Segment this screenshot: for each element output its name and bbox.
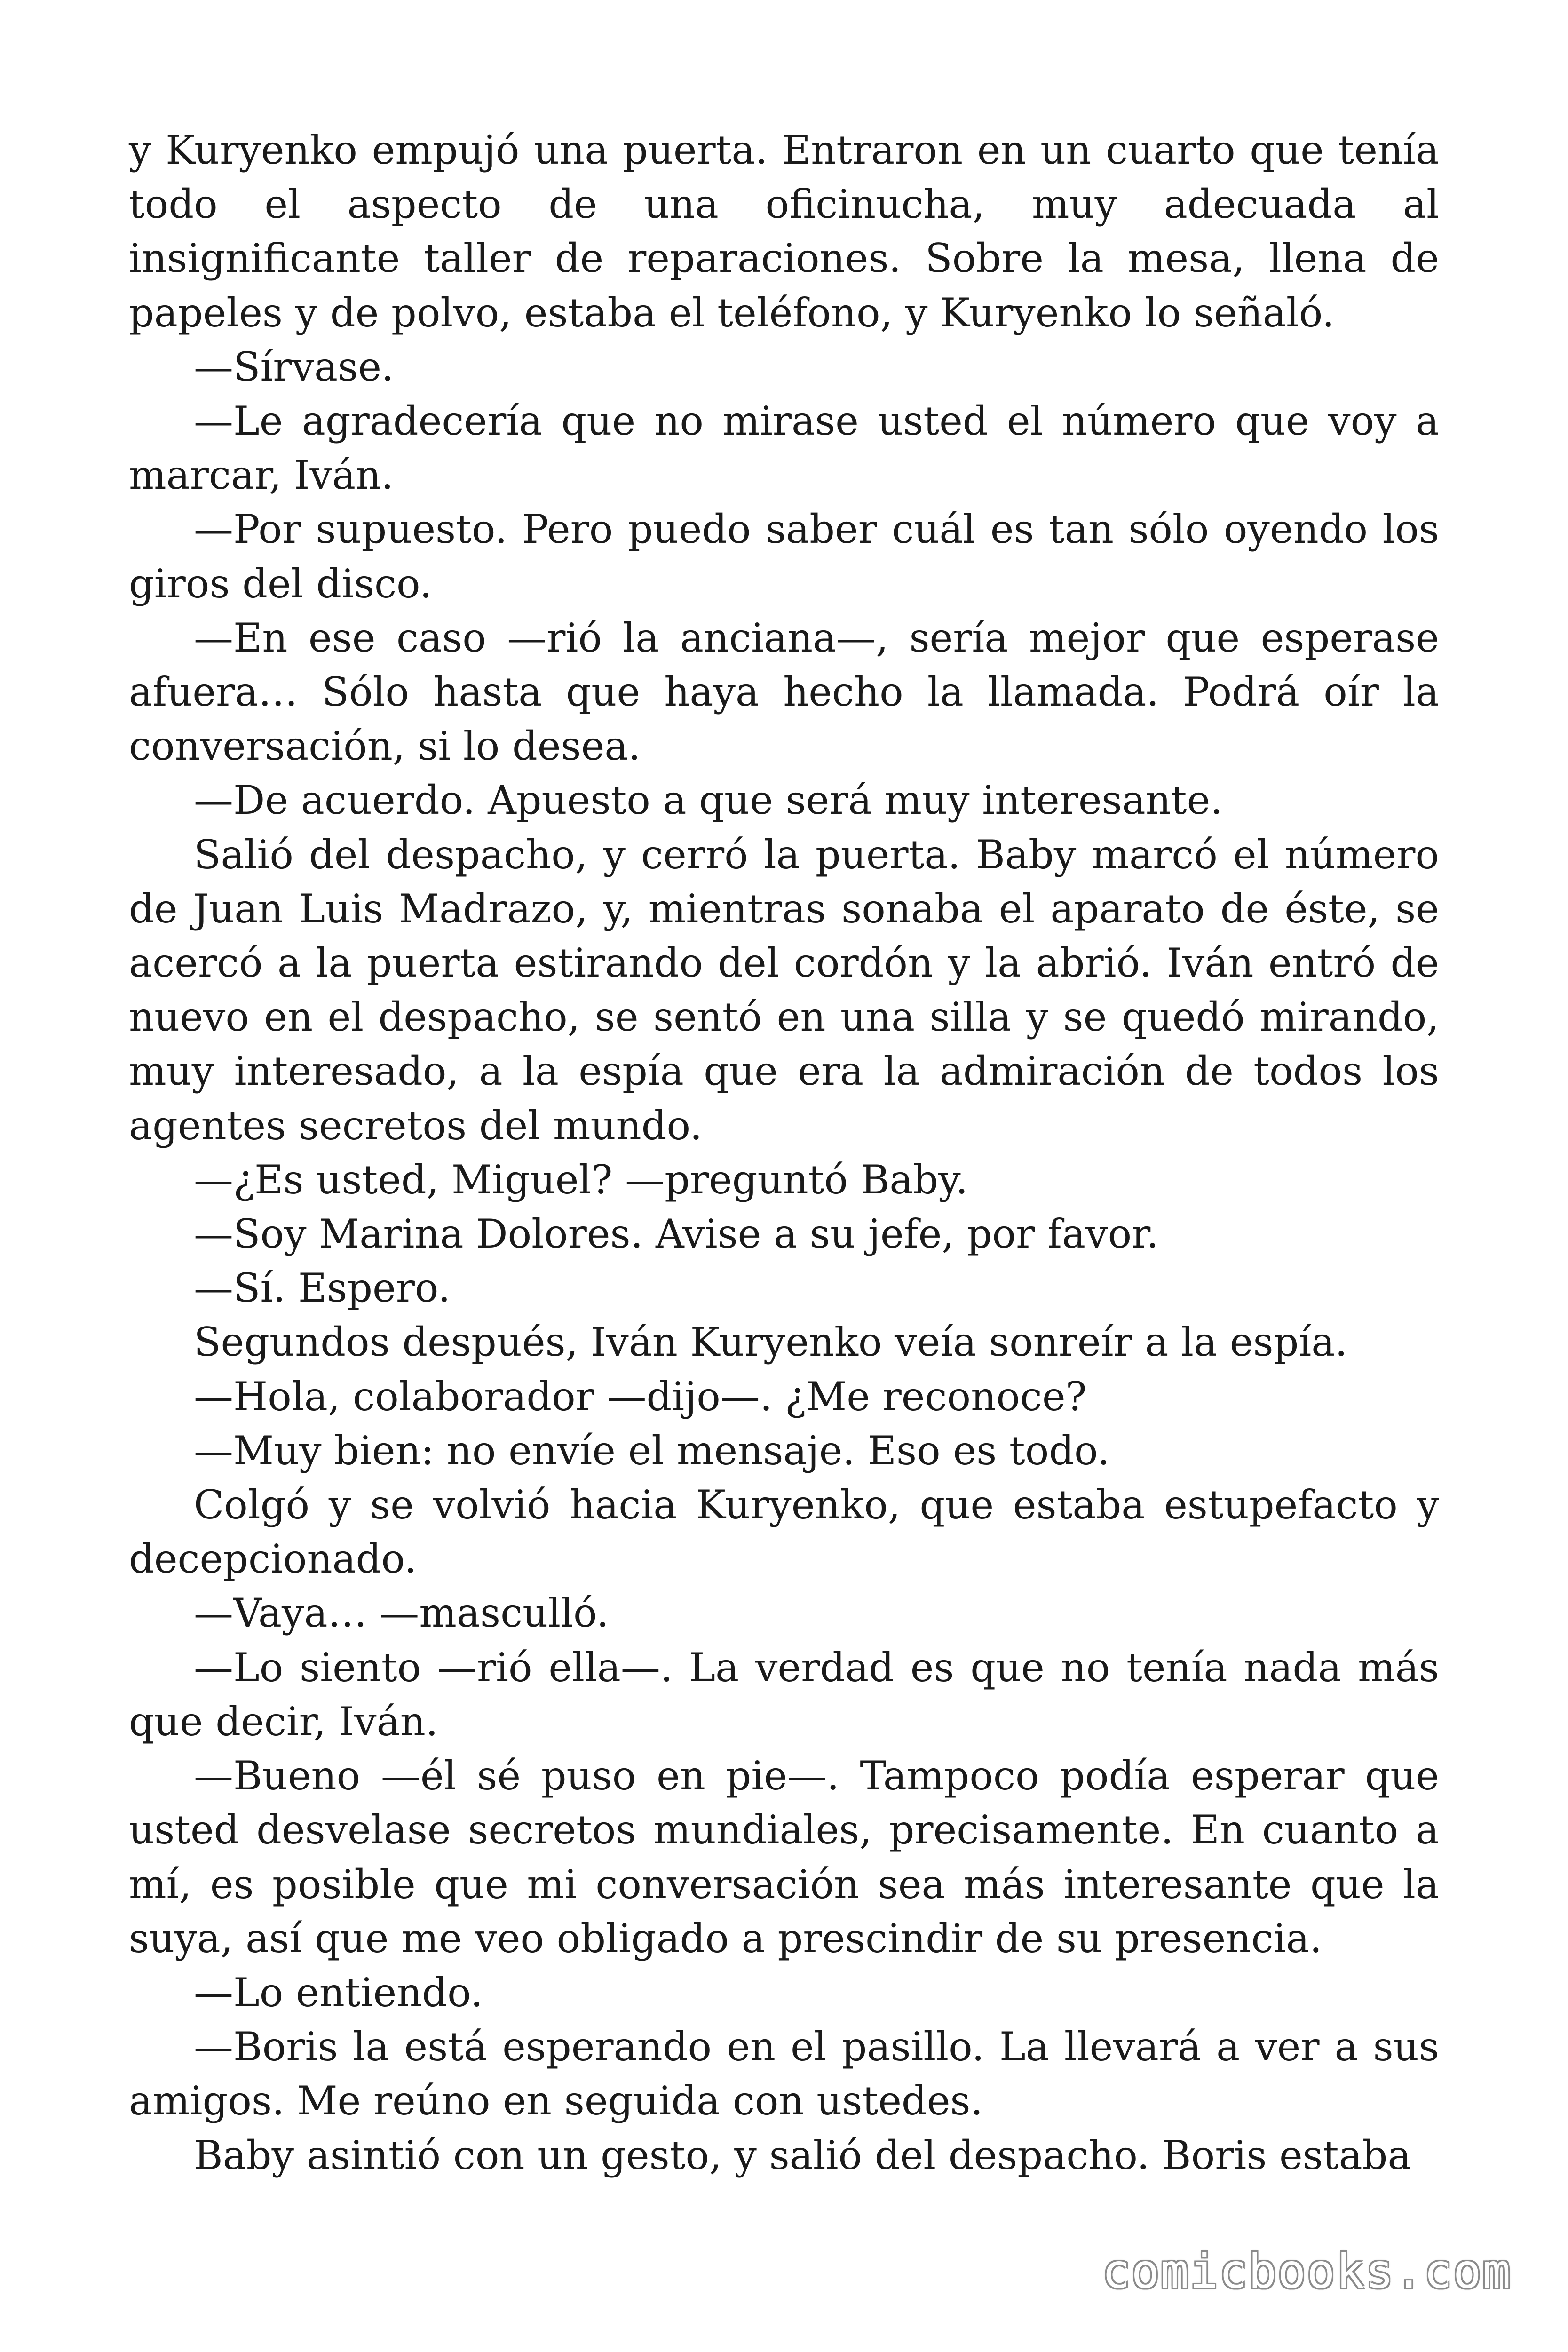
- paragraph-2: —Sírvase.: [194, 343, 394, 390]
- paragraph-3: —Le agradecería que no mirase usted el número que voy a marcar, Iván.: [129, 398, 1439, 499]
- paragraph-12: —Hola, colaborador —dijo—. ¿Me reconoce?: [194, 1373, 1087, 1420]
- paragraph-16: —Lo siento —rió ella—. La verdad es que no tenía nada más que decir, Iván.: [129, 1644, 1439, 1745]
- page-text: [129, 123, 1439, 2183]
- paragraph-17: —Bueno —él sé puso en pie—. Tampoco podía esperar que usted desvelase secretos mundiales, precisamente. En cuanto a mí, es posible que mi conversación sea más interesante que la suya, así que me veo obligado a prescindir de su presencia.: [129, 1753, 1439, 1962]
- paragraph-15: —Vaya… —masculló.: [194, 1590, 609, 1637]
- paragraph-6: —De acuerdo. Apuesto a que será muy interesante.: [194, 777, 1223, 824]
- paragraph-1: y Kuryenko empujó una puerta. Entraron en un cuarto que tenía todo el aspecto de una oficinucha, muy adecuada al insignificante taller de reparaciones. Sobre la mesa, llena de papeles y de polvo, estaba el teléfono, y Kuryenko lo señaló.: [129, 127, 1439, 336]
- paragraph-14: Colgó y se volvió hacia Kuryenko, que estaba estupefacto y decepcionado.: [129, 1482, 1439, 1582]
- paragraph-5: —En ese caso —rió la anciana—, sería mejor que esperase afuera… Sólo hasta que haya hecho la llamada. Podrá oír la conversación, si lo desea.: [129, 614, 1439, 770]
- paragraph-18: —Lo entiendo.: [194, 1969, 483, 2016]
- paragraph-19: —Boris la está esperando en el pasillo. La llevará a ver a sus amigos. Me reúno en seguida con ustedes.: [129, 2024, 1439, 2124]
- paragraph-11: Segundos después, Iván Kuryenko veía sonreír a la espía.: [194, 1319, 1348, 1366]
- paragraph-10: —Sí. Espero.: [194, 1265, 451, 1311]
- paragraph-4: —Por supuesto. Pero puedo saber cuál es tan sólo oyendo los giros del disco.: [129, 506, 1439, 607]
- paragraph-8: —¿Es usted, Miguel? —preguntó Baby.: [194, 1156, 968, 1203]
- paragraph-13: —Muy bien: no envíe el mensaje. Eso es todo.: [194, 1427, 1110, 1474]
- paragraph-20: Baby asintió con un gesto, y salió del despacho. Boris estaba: [194, 2132, 1411, 2178]
- paragraph-7: Salió del despacho, y cerró la puerta. Baby marcó el número de Juan Luis Madrazo, y, mientras sonaba el aparato de éste, se acercó a la puerta estirando del cordón y la abrió. Iván entró de nuevo en el despacho, se sentó en una silla y se quedó mirando, muy interesado, a la espía que era la admiración de todos los agentes secretos del mundo.: [129, 831, 1439, 1149]
- site-watermark: comicbooks.com: [1102, 2244, 1512, 2299]
- paragraph-9: —Soy Marina Dolores. Avise a su jefe, por favor.: [194, 1211, 1159, 1257]
